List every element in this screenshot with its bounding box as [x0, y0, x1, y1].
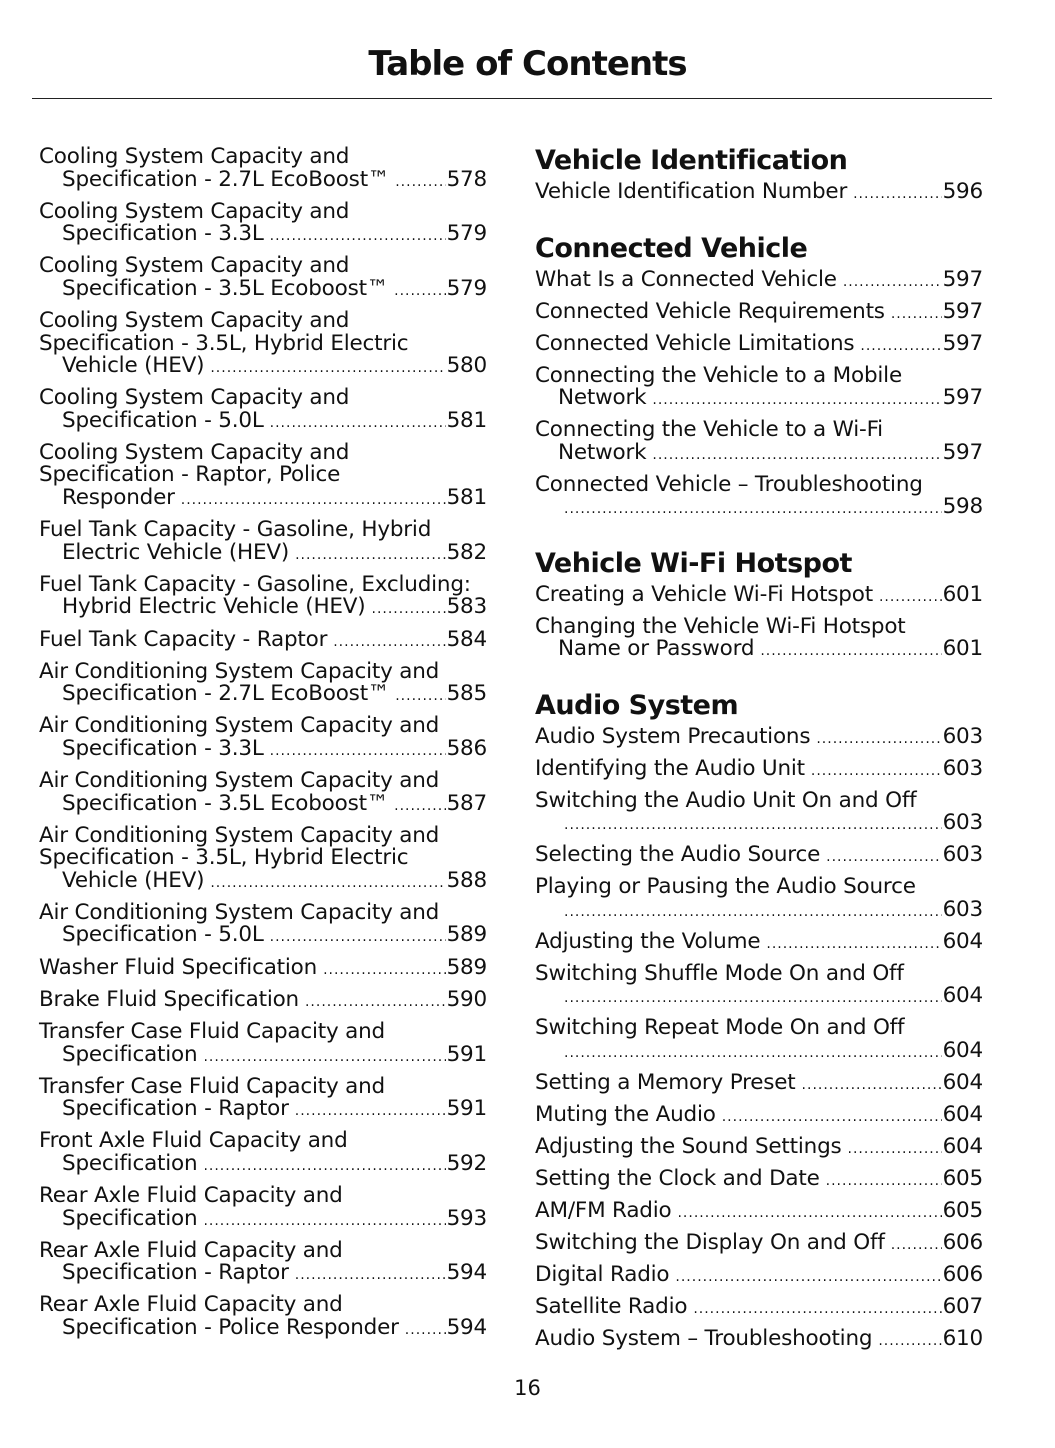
toc-page-number: 587 — [446, 790, 487, 816]
title-divider — [32, 98, 992, 99]
toc-right-column — [535, 146, 983, 1360]
toc-entry-text: Specification - 3.3L — [62, 735, 264, 761]
toc-entry-text: Specification — [62, 1205, 198, 1231]
dot-leader — [270, 412, 446, 435]
toc-entry[interactable] — [39, 1185, 487, 1232]
section-heading: Vehicle Identification — [535, 145, 848, 176]
dot-leader — [564, 901, 942, 924]
toc-entry[interactable] — [535, 330, 983, 358]
toc-entry-text: Switching the Audio Unit On and Off — [535, 787, 917, 813]
toc-entry[interactable] — [535, 613, 983, 663]
toc-entry[interactable] — [535, 1229, 983, 1257]
toc-entry[interactable] — [535, 876, 983, 923]
dot-leader — [295, 1100, 446, 1123]
toc-entry[interactable] — [535, 419, 983, 466]
toc-page-number: 604 — [942, 983, 983, 1008]
toc-entry-text: Setting the Clock and Date — [535, 1165, 820, 1191]
toc-entry-text: Identifying the Audio Unit — [535, 755, 805, 781]
toc-page-number: 603 — [942, 896, 983, 922]
toc-entry[interactable] — [39, 658, 487, 708]
toc-entry[interactable] — [535, 362, 983, 412]
toc-entry-text: Air Conditioning System Capacity and — [39, 768, 440, 794]
toc-entry-text: Specification - Raptor — [62, 1096, 289, 1122]
dot-leader — [693, 1298, 941, 1321]
toc-entry-text: Cooling System Capacity and — [39, 198, 350, 224]
toc-page-number: 582 — [446, 539, 487, 565]
toc-entry[interactable] — [39, 770, 487, 817]
dot-leader — [564, 1042, 942, 1065]
toc-page-number: 597 — [942, 266, 983, 292]
toc-page-number: 606 — [942, 1261, 983, 1287]
toc-entry[interactable] — [39, 1021, 487, 1068]
toc-entry-text: Specification - 5.0L — [62, 407, 264, 433]
section-heading: Vehicle Wi-Fi Hotspot — [535, 547, 852, 579]
toc-page-number: 580 — [446, 353, 487, 379]
toc-entry-text: Fuel Tank Capacity - Gasoline, Excluding: — [39, 571, 471, 597]
toc-entry-text: Vehicle (HEV) — [62, 353, 205, 379]
toc-entry-text: Specification - Police Responder — [62, 1314, 399, 1340]
toc-entry-text: Selecting the Audio Source — [535, 842, 821, 867]
toc-left-column — [39, 146, 487, 1349]
toc-page-number: 597 — [942, 439, 983, 465]
toc-page-number: 581 — [446, 484, 487, 510]
toc-entry-text: Adjusting the Volume — [535, 928, 761, 954]
toc-entry-text: Cooling System Capacity and — [39, 144, 350, 169]
toc-page-number: 603 — [942, 842, 983, 867]
toc-page-number: 598 — [942, 494, 983, 519]
section-heading: Connected Vehicle — [535, 232, 808, 264]
toc-entry-text: Switching the Display On and Off — [535, 1229, 885, 1255]
toc-entry[interactable] — [535, 787, 983, 837]
toc-entry[interactable] — [535, 181, 983, 206]
toc-entry-text: Brake Fluid Specification — [39, 986, 299, 1012]
toc-page-number: 604 — [942, 928, 983, 954]
toc-page-number: 601 — [942, 636, 983, 661]
toc-entry-text: Specification - Raptor — [62, 1260, 289, 1286]
toc-entry-text: Specification - 2.7L EcoBoost™ — [62, 166, 390, 192]
toc-page-number: 589 — [446, 922, 487, 948]
dot-leader — [564, 814, 942, 837]
dot-leader — [295, 544, 446, 567]
toc-page-number: 583 — [446, 594, 487, 620]
toc-entry-text: Hybrid Electric Vehicle (HEV) — [62, 594, 366, 620]
toc-entry-text: Digital Radio — [535, 1261, 670, 1287]
toc-entry-text: Specification - 3.5L Ecoboost™ — [62, 275, 389, 301]
toc-entry-text: Specification — [62, 1150, 198, 1176]
toc-entry[interactable] — [535, 755, 983, 783]
toc-entry[interactable] — [39, 1294, 487, 1341]
dot-leader — [722, 1106, 942, 1129]
dot-leader — [372, 598, 446, 621]
dot-leader — [766, 933, 941, 956]
toc-entry[interactable] — [39, 198, 487, 248]
toc-entry[interactable] — [535, 844, 983, 869]
toc-entry-text: Audio System – Troubleshooting — [535, 1325, 873, 1351]
toc-entry[interactable] — [535, 298, 983, 326]
dot-leader — [210, 357, 445, 380]
toc-entry-text: Name or Password — [558, 636, 755, 661]
dot-leader — [394, 795, 445, 818]
toc-entry-text: Rear Axle Fluid Capacity and — [39, 1292, 343, 1318]
dot-leader — [811, 760, 942, 783]
toc-entry[interactable] — [39, 1130, 487, 1177]
toc-entry-text: What Is a Connected Vehicle — [535, 266, 837, 292]
dot-leader — [652, 389, 941, 412]
toc-entry-text: Specification — [62, 1041, 198, 1067]
toc-page-number: 603 — [942, 723, 983, 749]
toc-entry-text: Satellite Radio — [535, 1293, 688, 1319]
page-number: 16 — [514, 1376, 541, 1400]
toc-entry-text: Vehicle Identification Number — [535, 179, 848, 204]
toc-page-number: 581 — [446, 407, 487, 433]
toc-entry[interactable] — [535, 1261, 983, 1289]
toc-entry[interactable] — [39, 986, 487, 1014]
toc-entry-text: Specification - 3.3L — [62, 221, 264, 247]
toc-page-number: 604 — [942, 1037, 983, 1063]
toc-page-number: 607 — [942, 1293, 983, 1319]
toc-entry-text: Specification - Raptor, Police — [39, 462, 341, 488]
toc-page-number: 603 — [942, 810, 983, 835]
toc-page-number: 591 — [446, 1096, 487, 1122]
toc-entry-text: Setting a Memory Preset — [535, 1069, 796, 1095]
toc-entry[interactable] — [535, 1325, 983, 1353]
toc-page-number: 593 — [446, 1205, 487, 1231]
toc-entry-text: Connected Vehicle Requirements — [535, 298, 885, 324]
toc-entry[interactable] — [39, 1237, 487, 1287]
dot-leader — [394, 280, 445, 303]
toc-entry[interactable] — [535, 1133, 983, 1161]
dot-leader — [270, 740, 446, 763]
toc-entry-text: Changing the Vehicle Wi-Fi Hotspot — [535, 613, 906, 639]
dot-leader — [826, 846, 941, 869]
toc-entry-text: Network — [558, 385, 647, 410]
toc-page-number: 579 — [446, 221, 487, 247]
toc-entry[interactable] — [39, 255, 487, 302]
dot-leader — [323, 959, 446, 982]
toc-page-number: 597 — [942, 385, 983, 410]
toc-entry-text: Rear Axle Fluid Capacity and — [39, 1237, 343, 1263]
toc-page-number: 594 — [446, 1314, 487, 1340]
dot-leader — [843, 271, 942, 294]
toc-entry-text: Specification - 2.7L EcoBoost™ — [62, 681, 390, 707]
toc-entry-text: Network — [558, 439, 647, 465]
toc-entry-text: Cooling System Capacity and — [39, 308, 350, 334]
toc-entry-text: Air Conditioning System Capacity and — [39, 899, 440, 925]
toc-entry-text: Adjusting the Sound Settings — [535, 1133, 842, 1159]
toc-entry[interactable] — [39, 310, 487, 380]
toc-entry-text: Vehicle (HEV) — [62, 867, 205, 893]
toc-entry-text: Fuel Tank Capacity - Gasoline, Hybrid — [39, 517, 432, 543]
toc-page-number: 586 — [446, 735, 487, 761]
toc-entry-text: Front Axle Fluid Capacity and — [39, 1128, 348, 1154]
dot-leader — [879, 586, 942, 609]
toc-page-number: 592 — [446, 1150, 487, 1176]
toc-page-number: 589 — [446, 954, 487, 980]
toc-page-number: 597 — [942, 330, 983, 356]
toc-entry-text: Specification - 3.5L, Hybrid Electric — [39, 845, 409, 871]
toc-page-number: 584 — [446, 626, 487, 652]
toc-entry[interactable] — [39, 954, 487, 982]
toc-page-number: 605 — [942, 1197, 983, 1223]
toc-entry[interactable] — [39, 899, 487, 949]
toc-entry-text: Air Conditioning System Capacity and — [39, 713, 440, 739]
toc-page-number: 590 — [446, 986, 487, 1012]
dot-leader — [564, 498, 942, 521]
dot-leader — [203, 1046, 445, 1069]
toc-entry-text: Cooling System Capacity and — [39, 439, 350, 465]
dot-leader — [405, 1319, 446, 1342]
dot-leader — [802, 1074, 942, 1097]
toc-page-number: 597 — [942, 298, 983, 324]
dot-leader — [203, 1155, 445, 1178]
toc-entry[interactable] — [535, 1165, 983, 1193]
toc-entry-text: Playing or Pausing the Audio Source — [535, 874, 916, 899]
toc-page-number: 604 — [942, 1069, 983, 1095]
toc-entry-text: Air Conditioning System Capacity and — [39, 658, 440, 684]
toc-entry-text: Audio System Precautions — [535, 723, 811, 749]
toc-entry-text: Creating a Vehicle Wi-Fi Hotspot — [535, 581, 873, 607]
dot-leader — [677, 1202, 941, 1225]
dot-leader — [826, 1170, 942, 1193]
dot-leader — [878, 1330, 941, 1353]
toc-entry[interactable] — [535, 1101, 983, 1129]
toc-entry-text: Specification - 3.5L Ecoboost™ — [62, 790, 389, 816]
toc-page-number: 579 — [446, 275, 487, 301]
toc-page-number: 603 — [942, 755, 983, 781]
toc-entry[interactable] — [39, 822, 487, 895]
dot-leader — [333, 631, 445, 654]
toc-entry[interactable] — [39, 519, 487, 566]
toc-page-number: 604 — [942, 1101, 983, 1127]
toc-entry-text: Connecting the Vehicle to a Mobile — [535, 362, 902, 388]
toc-page-number: 591 — [446, 1041, 487, 1067]
toc-entry[interactable] — [39, 571, 487, 621]
toc-page-number: 596 — [942, 179, 983, 204]
toc-entry[interactable] — [535, 581, 983, 609]
toc-entry-text: Air Conditioning System Capacity and — [39, 822, 440, 848]
toc-entry[interactable] — [535, 1017, 983, 1064]
dot-leader — [395, 685, 445, 708]
toc-page-number: 605 — [942, 1165, 983, 1191]
toc-page-number: 601 — [942, 581, 983, 607]
toc-page-number: 578 — [446, 166, 487, 192]
dot-leader — [295, 1264, 446, 1287]
dot-leader — [760, 640, 941, 663]
toc-entry-text: Cooling System Capacity and — [39, 253, 350, 279]
dot-leader — [270, 225, 446, 248]
toc-entry[interactable] — [535, 1069, 983, 1097]
toc-entry-text: Transfer Case Fluid Capacity and — [39, 1019, 385, 1044]
section-heading: Audio System — [535, 689, 739, 721]
dot-leader — [891, 1234, 942, 1257]
toc-entry-text: Specification - 5.0L — [62, 922, 264, 948]
dot-leader — [203, 1210, 445, 1233]
dot-leader — [210, 872, 445, 895]
dot-leader — [395, 171, 445, 194]
toc-page-number: 606 — [942, 1229, 983, 1255]
toc-entry-text: Transfer Case Fluid Capacity and — [39, 1073, 385, 1099]
dot-leader — [860, 335, 941, 358]
toc-entry[interactable] — [39, 715, 487, 762]
toc-entry-text: AM/FM Radio — [535, 1197, 672, 1223]
toc-entry[interactable] — [39, 146, 487, 193]
page-title: Table of Contents — [368, 44, 687, 84]
toc-entry-text: Rear Axle Fluid Capacity and — [39, 1183, 343, 1209]
dot-leader — [564, 987, 942, 1010]
toc-entry-text: Connecting the Vehicle to a Wi-Fi — [535, 417, 883, 442]
toc-entry[interactable] — [535, 928, 983, 956]
toc-entry[interactable] — [535, 960, 983, 1010]
toc-entry-text: Washer Fluid Specification — [39, 954, 318, 980]
toc-entry-text: Connected Vehicle Limitations — [535, 330, 855, 356]
dot-leader — [675, 1266, 941, 1289]
toc-entry[interactable] — [535, 1197, 983, 1225]
toc-entry[interactable] — [535, 266, 983, 294]
toc-entry[interactable] — [535, 723, 983, 751]
dot-leader — [816, 728, 941, 751]
dot-leader — [891, 303, 942, 326]
toc-entry-text: Connected Vehicle – Troubleshooting — [535, 471, 923, 497]
toc-entry-text: Cooling System Capacity and — [39, 385, 350, 411]
toc-entry-text: Specification - 3.5L, Hybrid Electric — [39, 330, 409, 356]
toc-entry-text: Fuel Tank Capacity - Raptor — [39, 626, 328, 652]
toc-entry-text: Muting the Audio — [535, 1101, 716, 1127]
dot-leader — [181, 489, 446, 512]
toc-entry-text: Switching Repeat Mode On and Off — [535, 1015, 905, 1040]
toc-entry[interactable] — [39, 626, 487, 654]
toc-entry-text: Switching Shuffle Mode On and Off — [535, 960, 904, 986]
toc-entry[interactable] — [39, 1073, 487, 1123]
toc-page-number: 594 — [446, 1260, 487, 1286]
toc-page-number: 604 — [942, 1133, 983, 1159]
dot-leader — [652, 444, 941, 467]
toc-page-number: 585 — [446, 681, 487, 707]
dot-leader — [853, 183, 941, 206]
dot-leader — [848, 1138, 942, 1161]
toc-page-number: 588 — [446, 867, 487, 893]
toc-entry[interactable] — [39, 439, 487, 512]
toc-entry-text: Electric Vehicle (HEV) — [62, 539, 290, 565]
toc-page-number: 610 — [942, 1325, 983, 1351]
toc-entry[interactable] — [39, 387, 487, 434]
dot-leader — [270, 926, 446, 949]
dot-leader — [305, 991, 446, 1014]
toc-entry-text: Responder — [62, 484, 175, 510]
toc-entry[interactable] — [535, 471, 983, 521]
toc-entry[interactable] — [535, 1293, 983, 1321]
